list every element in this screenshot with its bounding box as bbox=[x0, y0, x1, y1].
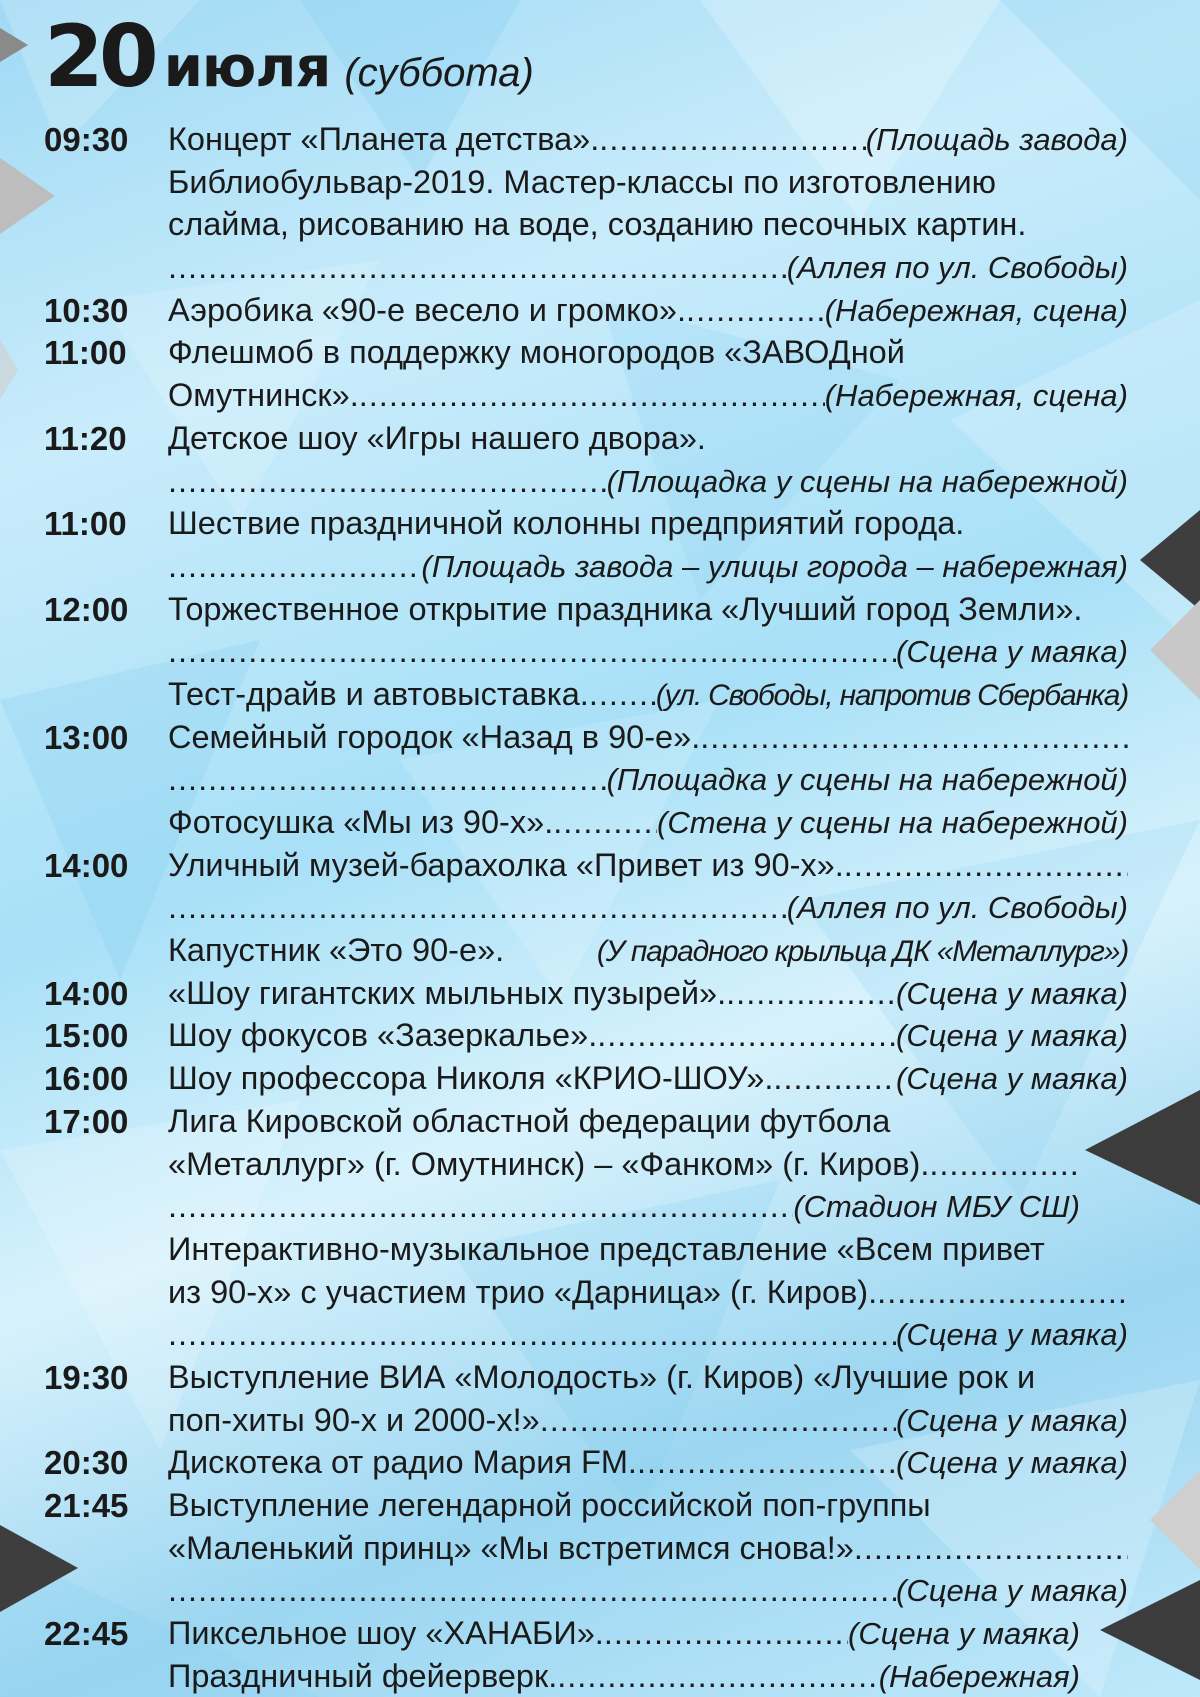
dot-leader bbox=[168, 1188, 793, 1225]
dot-leader bbox=[597, 1017, 896, 1054]
event-time: 14:00 bbox=[44, 974, 129, 1012]
event-title: Праздничный фейерверк. bbox=[168, 1657, 558, 1694]
dot-leader bbox=[637, 1444, 896, 1481]
dot-leader bbox=[168, 1316, 896, 1353]
event-text-row bbox=[168, 548, 1128, 585]
schedule-line bbox=[0, 929, 1200, 972]
event-text-row bbox=[168, 847, 1128, 884]
event-text-row bbox=[168, 1231, 1128, 1268]
event-title: Дискотека от радио Мария FM. bbox=[168, 1444, 637, 1481]
date-month: июля bbox=[163, 35, 331, 100]
schedule-line bbox=[0, 545, 1200, 588]
event-location: (Площадка у сцены на набережной) bbox=[606, 463, 1128, 499]
dot-leader bbox=[168, 463, 607, 500]
event-text-row bbox=[168, 1658, 1080, 1695]
schedule-line bbox=[0, 1399, 1200, 1442]
event-title: Выступление легендарной российской поп-группы bbox=[168, 1487, 931, 1523]
event-text-row bbox=[168, 505, 1128, 542]
event-text-row bbox=[168, 249, 1128, 286]
event-time: 22:45 bbox=[44, 1615, 129, 1653]
event-time: 21:45 bbox=[44, 1487, 129, 1524]
event-location: (Площадь завода) bbox=[865, 122, 1128, 157]
schedule-line bbox=[0, 1057, 1200, 1100]
event-text-row bbox=[168, 719, 1128, 756]
event-time: 13:00 bbox=[44, 718, 129, 756]
dot-leader bbox=[844, 847, 1128, 884]
dot-leader bbox=[773, 1060, 896, 1097]
event-text-row bbox=[168, 1146, 1080, 1183]
dot-leader bbox=[700, 719, 1128, 756]
schedule-line bbox=[0, 1527, 1200, 1570]
event-text-row bbox=[168, 1017, 1128, 1054]
event-text-row bbox=[168, 975, 1128, 1012]
schedule-line bbox=[0, 502, 1200, 545]
event-title: Семейный городок «Назад в 90-е». bbox=[168, 718, 701, 755]
event-location: (Сцена у маяка) bbox=[848, 1616, 1080, 1652]
event-location: (Аллея по ул. Свободы) bbox=[786, 890, 1128, 926]
event-location: (Набережная, сцена) bbox=[824, 292, 1128, 328]
event-time: 19:30 bbox=[44, 1358, 129, 1396]
schedule-line bbox=[0, 1569, 1200, 1612]
event-title: Флешмоб в поддержку моногородов «ЗАВОДной bbox=[168, 334, 905, 371]
event-location: (Стадион МБУ СШ) bbox=[793, 1189, 1080, 1225]
schedule-line bbox=[0, 1612, 1200, 1655]
schedule-line bbox=[0, 1014, 1200, 1057]
schedule-line bbox=[0, 1271, 1200, 1314]
event-text-row bbox=[168, 1060, 1128, 1097]
date-day: 20 bbox=[44, 7, 154, 107]
dot-leader bbox=[726, 975, 896, 1012]
schedule-line bbox=[0, 289, 1200, 332]
schedule-line bbox=[0, 1484, 1200, 1527]
event-location: (Сцена у маяка) bbox=[896, 634, 1128, 670]
dot-leader bbox=[604, 1615, 848, 1652]
event-text-row bbox=[168, 1359, 1128, 1396]
event-text-row bbox=[168, 377, 1128, 414]
schedule-line bbox=[0, 118, 1200, 161]
event-location: (Сцена у маяка) bbox=[896, 975, 1128, 1011]
schedule-line bbox=[0, 246, 1200, 289]
event-location: (Сцена у маяка) bbox=[896, 1317, 1128, 1353]
event-time: 11:00 bbox=[44, 505, 127, 543]
event-location: (Площадь завода – улицы города – набережная) bbox=[421, 548, 1128, 584]
event-text-row bbox=[168, 463, 1128, 500]
event-title: «Маленький принц» «Мы встретимся снова!» bbox=[168, 1529, 854, 1566]
event-text-row bbox=[168, 206, 1128, 243]
event-title: поп-хиты 90-х и 2000-х!» bbox=[168, 1401, 540, 1438]
event-time: 11:00 bbox=[44, 334, 127, 372]
event-title: Детское шоу «Игры нашего двора». bbox=[168, 419, 706, 456]
schedule-line bbox=[0, 758, 1200, 801]
event-time: 14:00 bbox=[44, 846, 129, 884]
schedule-line bbox=[0, 331, 1200, 374]
event-text-row bbox=[168, 1103, 1128, 1140]
event-text-row bbox=[168, 1487, 1128, 1524]
event-title: Фотосушка «Мы из 90-х». bbox=[168, 804, 554, 840]
dot-leader bbox=[168, 249, 787, 286]
schedule-line bbox=[0, 374, 1200, 417]
event-location: (Сцена у маяка) bbox=[896, 1061, 1128, 1097]
event-title: Уличный музей-барахолка «Привет из 90-х». bbox=[168, 846, 844, 883]
dot-leader bbox=[589, 676, 656, 713]
schedule-line bbox=[0, 630, 1200, 673]
date-heading bbox=[44, 7, 534, 107]
schedule-line bbox=[0, 1655, 1200, 1697]
schedule-list bbox=[0, 118, 1200, 1697]
event-text-row bbox=[168, 1316, 1128, 1353]
event-text-row bbox=[168, 591, 1128, 628]
event-title: из 90-х» с участием трио «Дарница» (г. Киров). bbox=[168, 1273, 878, 1310]
event-time: 09:30 bbox=[44, 121, 129, 158]
event-text-row bbox=[168, 761, 1128, 798]
event-text-row bbox=[168, 1274, 1128, 1311]
event-title: Торжественное открытие праздника «Лучший город Земли». bbox=[168, 590, 1083, 627]
schedule-line bbox=[0, 972, 1200, 1015]
event-title: Концерт «Планета детства». bbox=[168, 121, 600, 157]
dot-leader bbox=[359, 377, 825, 414]
event-text-row bbox=[168, 804, 1128, 841]
dot-leader bbox=[599, 121, 865, 158]
event-text-row bbox=[168, 1615, 1080, 1652]
dot-leader bbox=[540, 1402, 896, 1439]
event-text-row bbox=[168, 420, 1128, 457]
schedule-line bbox=[0, 588, 1200, 631]
event-time: 15:00 bbox=[44, 1017, 129, 1055]
event-text-row bbox=[168, 334, 1128, 371]
event-title: Шоу профессора Николя «КРИО-ШОУ». bbox=[168, 1060, 774, 1097]
dot-leader bbox=[854, 1530, 1128, 1567]
event-text-row bbox=[168, 1530, 1128, 1567]
event-text-row bbox=[168, 1444, 1128, 1481]
dot-leader bbox=[168, 633, 896, 670]
event-text-row bbox=[168, 121, 1128, 158]
event-location: (Сцена у маяка) bbox=[896, 1445, 1128, 1481]
event-time: 11:20 bbox=[44, 419, 127, 457]
event-title: Шоу фокусов «Зазеркалье». bbox=[168, 1017, 598, 1054]
event-title: Библиобульвар-2019. Мастер-классы по изготовлению bbox=[168, 163, 997, 200]
event-title: слайма, рисованию на воде, созданию песочных картин. bbox=[168, 206, 1027, 243]
event-text-row bbox=[168, 932, 1128, 969]
event-location: (Набережная) bbox=[878, 1658, 1080, 1694]
event-title: Выступление ВИА «Молодость» (г. Киров) «Лучшие рок и bbox=[168, 1358, 1036, 1395]
dot-leader bbox=[168, 761, 607, 798]
schedule-line bbox=[0, 1313, 1200, 1356]
event-title: Капустник «Это 90-е». bbox=[168, 932, 505, 969]
schedule-line bbox=[0, 1356, 1200, 1399]
event-location: (Сцена у маяка) bbox=[896, 1573, 1128, 1609]
schedule-line bbox=[0, 1143, 1200, 1186]
dot-leader bbox=[168, 1572, 896, 1609]
event-location: (Набережная, сцена) bbox=[824, 378, 1128, 414]
event-title: Тест-драйв и автовыставка. bbox=[168, 675, 589, 712]
event-text-row bbox=[168, 1402, 1128, 1439]
event-title: Аэробика «90-е весело и громко». bbox=[168, 291, 687, 328]
schedule-line bbox=[0, 1185, 1200, 1228]
event-title: Пиксельное шоу «ХАНАБИ». bbox=[168, 1615, 604, 1652]
event-time: 17:00 bbox=[44, 1102, 129, 1140]
schedule-line bbox=[0, 203, 1200, 246]
event-time: 20:30 bbox=[44, 1444, 129, 1482]
event-text-row bbox=[168, 292, 1128, 329]
event-text-row bbox=[168, 889, 1128, 926]
schedule-line bbox=[0, 161, 1200, 204]
dot-leader bbox=[877, 1274, 1128, 1311]
event-title: Омутнинск». bbox=[168, 377, 359, 414]
event-text-row bbox=[168, 164, 1128, 201]
dot-leader bbox=[168, 889, 787, 926]
event-title: «Шоу гигантских мыльных пузырей». bbox=[168, 974, 727, 1011]
event-title: Лига Кировской областной федерации футбола bbox=[168, 1102, 891, 1139]
schedule-line bbox=[0, 716, 1200, 759]
event-text-row bbox=[168, 676, 1128, 713]
dot-leader bbox=[686, 292, 825, 329]
event-time: 12:00 bbox=[44, 590, 129, 628]
event-text-row bbox=[168, 1572, 1128, 1609]
date-weekday: (суббота) bbox=[344, 51, 534, 95]
dot-leader bbox=[168, 548, 421, 585]
event-location: (Сцена у маяка) bbox=[896, 1402, 1128, 1438]
schedule-line bbox=[0, 844, 1200, 887]
schedule-line bbox=[0, 460, 1200, 503]
dot-leader bbox=[557, 1658, 878, 1695]
event-location: (Площадка у сцены на набережной) bbox=[606, 762, 1128, 798]
schedule-line bbox=[0, 1100, 1200, 1143]
dot-leader bbox=[929, 1146, 1080, 1183]
dot-leader bbox=[553, 804, 657, 841]
schedule-line bbox=[0, 417, 1200, 460]
event-text-row bbox=[168, 1188, 1080, 1225]
event-location: (Аллея по ул. Свободы) bbox=[786, 250, 1128, 286]
event-location: (Сцена у маяка) bbox=[896, 1018, 1128, 1054]
event-location: (ул. Свободы, напротив Сбербанка) bbox=[655, 678, 1128, 712]
event-text-row bbox=[168, 633, 1128, 670]
event-time: 10:30 bbox=[44, 291, 129, 329]
event-title: «Металлург» (г. Омутнинск) – «Фанком» (г. Киров). bbox=[168, 1145, 930, 1182]
event-location: (У парадного крыльца ДК «Металлург») bbox=[596, 935, 1128, 969]
event-location: (Стена у сцены на набережной) bbox=[657, 805, 1128, 840]
schedule-line bbox=[0, 886, 1200, 929]
event-time: 16:00 bbox=[44, 1060, 129, 1098]
schedule-line bbox=[0, 1228, 1200, 1271]
event-title: Интерактивно-музыкальное представление «Всем привет bbox=[168, 1230, 1045, 1267]
schedule-line bbox=[0, 673, 1200, 716]
schedule-line bbox=[0, 801, 1200, 844]
event-title: Шествие праздничной колонны предприятий города. bbox=[168, 505, 965, 542]
schedule-line bbox=[0, 1441, 1200, 1484]
